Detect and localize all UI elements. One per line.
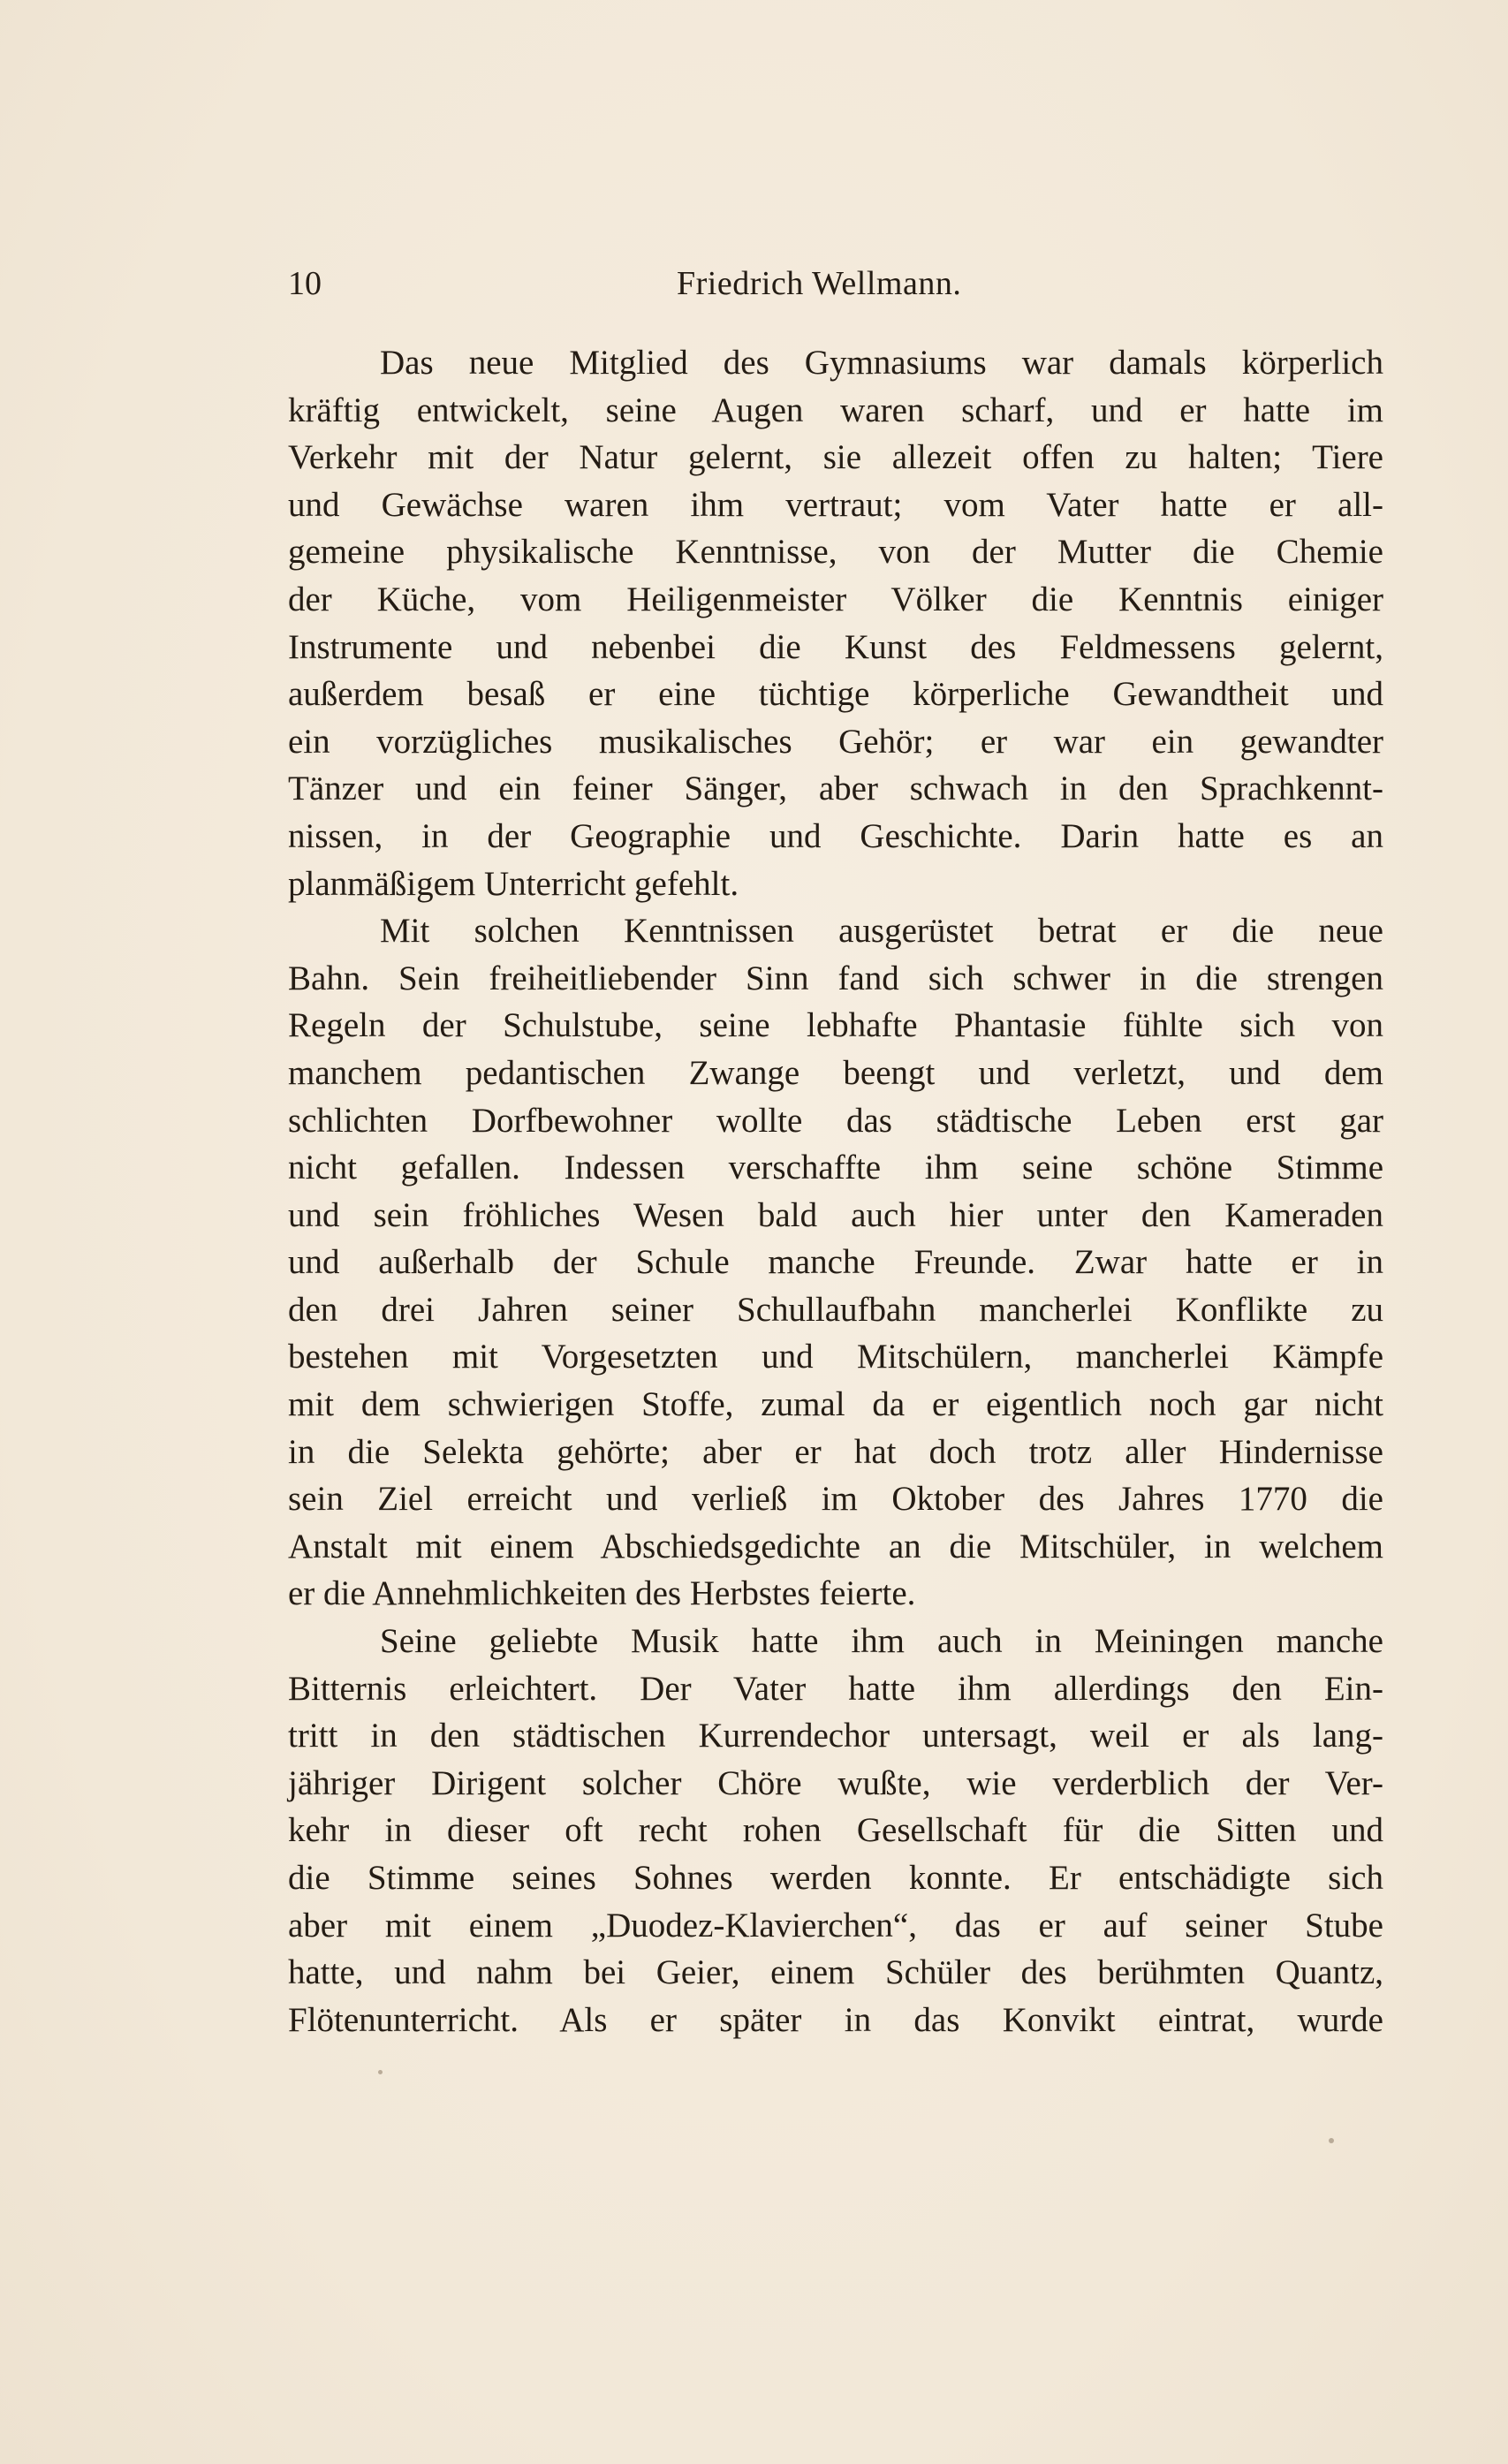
- text-line: Bitternis erleichtert. Der Vater hatte ihm allerdings den Ein-: [288, 1669, 1383, 1708]
- text-line: Anstalt mit einem Abschiedsgedichte an die Mitschüler, in welchem: [288, 1527, 1383, 1566]
- text-line: und Gewächse waren ihm vertraut; vom Vater hatte er all-: [288, 485, 1383, 524]
- text-line: Regeln der Schulstube, seine lebhafte Phantasie fühlte sich von: [288, 1006, 1383, 1045]
- text-line: Instrumente und nebenbei die Kunst des Feldmessens gelernt,: [288, 627, 1383, 666]
- paper-speck: [1329, 2138, 1334, 2143]
- page-number: 10: [288, 265, 322, 302]
- running-title: Friedrich Wellmann.: [677, 265, 962, 302]
- text-line: Seine geliebte Musik hatte ihm auch in Meiningen manche: [380, 1622, 1383, 1661]
- text-line: sein Ziel erreicht und verließ im Oktober des Jahres 1770 die: [288, 1480, 1383, 1519]
- text-line: tritt in den städtischen Kurrendechor untersagt, weil er als lang-: [288, 1717, 1383, 1755]
- text-line: aber mit einem „Duodez-Klavierchen“, das er auf seiner Stube: [288, 1906, 1383, 1945]
- text-line: hatte, und nahm bei Geier, einem Schüler des berühmten Quantz,: [288, 1953, 1383, 1992]
- text-line: manchem pedantischen Zwange beengt und verletzt, und dem: [288, 1053, 1383, 1092]
- body-text: [288, 339, 1383, 2043]
- text-line: er die Annehmlichkeiten des Herbstes feierte.: [288, 1574, 916, 1613]
- text-line: Tänzer und ein feiner Sänger, aber schwach in den Sprachkennt-: [288, 770, 1383, 808]
- text-line: kräftig entwickelt, seine Augen waren scharf, und er hatte im: [288, 390, 1383, 429]
- text-line: bestehen mit Vorgesetzten und Mitschülern, mancherlei Kämpfe: [288, 1338, 1383, 1376]
- text-line: Mit solchen Kenntnissen ausgerüstet betrat er die neue: [380, 912, 1383, 951]
- text-line: Verkehr mit der Natur gelernt, sie allezeit offen zu halten; Tiere: [288, 438, 1383, 477]
- text-line: Flötenunterricht. Als er später in das Konvikt eintrat, wurde: [288, 2000, 1383, 2039]
- text-line: kehr in dieser oft recht rohen Gesellschaft für die Sitten und: [288, 1811, 1383, 1850]
- text-line: den drei Jahren seiner Schullaufbahn mancherlei Konflikte zu: [288, 1290, 1383, 1329]
- paper-speck: [378, 2070, 383, 2074]
- text-line: planmäßigem Unterricht gefehlt.: [288, 864, 739, 903]
- text-line: nicht gefallen. Indessen verschaffte ihm seine schöne Stimme: [288, 1149, 1383, 1187]
- text-line: nissen, in der Geographie und Geschichte. Darin hatte es an: [288, 816, 1383, 855]
- text-line: schlichten Dorfbewohner wollte das städtische Leben erst gar: [288, 1101, 1383, 1140]
- text-line: mit dem schwierigen Stoffe, zumal da er eigentlich noch gar nicht: [288, 1385, 1383, 1424]
- text-line: gemeine physikalische Kenntnisse, von der Mutter die Chemie: [288, 533, 1383, 572]
- text-line: ein vorzügliches musikalisches Gehör; er war ein gewandter: [288, 722, 1383, 761]
- text-line: und sein fröhliches Wesen bald auch hier unter den Kameraden: [288, 1195, 1383, 1234]
- running-head: [288, 262, 1383, 306]
- text-line: der Küche, vom Heiligenmeister Völker die Kenntnis einiger: [288, 580, 1383, 618]
- text-line: Bahn. Sein freiheitliebender Sinn fand sich schwer in die strengen: [288, 959, 1383, 997]
- text-line: Das neue Mitglied des Gymnasiums war damals körperlich: [380, 344, 1383, 382]
- text-line: die Stimme seines Sohnes werden konnte. Er entschädigte sich: [288, 1859, 1383, 1897]
- text-line: in die Selekta gehörte; aber er hat doch trotz aller Hindernisse: [288, 1432, 1383, 1471]
- text-line: jähriger Dirigent solcher Chöre wußte, wie verderblich der Ver-: [288, 1763, 1383, 1802]
- text-line: außerdem besaß er eine tüchtige körperliche Gewandtheit und: [288, 675, 1383, 714]
- text-line: und außerhalb der Schule manche Freunde. Zwar hatte er in: [288, 1243, 1383, 1282]
